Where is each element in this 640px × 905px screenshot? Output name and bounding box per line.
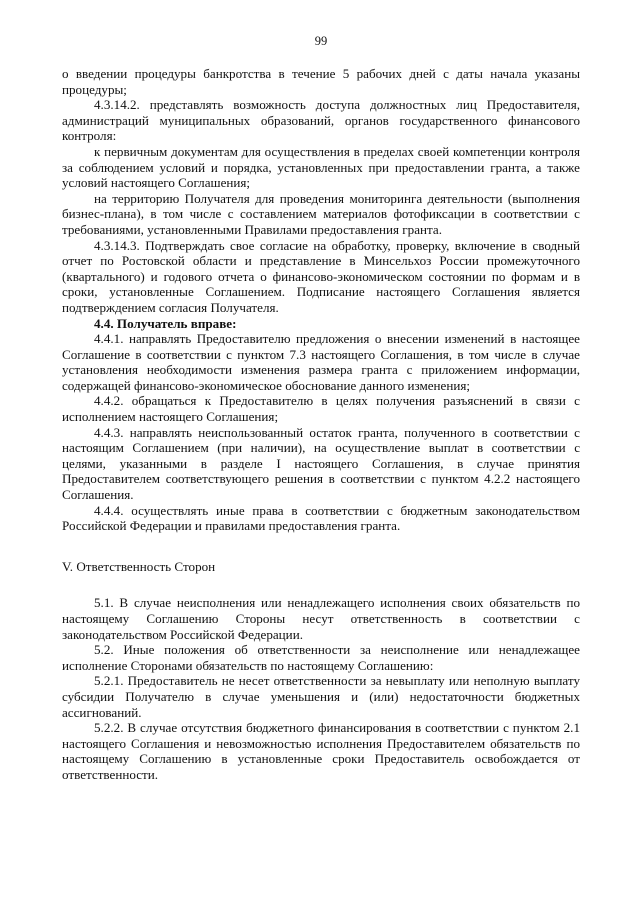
- page-number: 99: [314, 34, 328, 48]
- paragraph-11: 5.2. Иные положения об ответственности за неисполнение или ненадлежащее исполнение Сторонами обязательств по настоящему Соглашению:: [62, 642, 580, 673]
- paragraph-1: 4.3.14.2. представлять возможность доступа должностных лиц Предоставителя, администраций муниципальных образований, органов государственного финансового контроля:: [62, 97, 580, 144]
- paragraph-0: о введении процедуры банкротства в течение 5 рабочих дней с даты начала указаны процедуры;: [62, 66, 580, 97]
- paragraph-12: 5.2.1. Предоставитель не несет ответственности за невыплату или неполную выплату субсидии Получателю в случае уменьшения и (или) недостаточности бюджетных ассигнований.: [62, 673, 580, 720]
- paragraph-9: 4.4.4. осуществлять иные права в соответствии с бюджетным законодательством Российской Федерации и правилами предоставления гранта.: [62, 502, 580, 534]
- paragraph-13: 5.2.2. В случае отсутствия бюджетного финансирования в соответствии с пунктом 2.1 настоящего Соглашения и невозможностью исполнения Предоставителем обязательств по настоящему Соглашению в установленные сроки Предоставитель освобождается от ответственности.: [62, 720, 580, 782]
- paragraph-2: к первичным документам для осуществления в пределах своей компетенции контроля за соблюдением условий и порядка, установленных при предоставлении гранта, а также условий настоящего Соглашения;: [62, 143, 580, 191]
- paragraph-3: на территорию Получателя для проведения мониторинга деятельности (выполнения бизнес-плана), в том числе с составлением материалов фотофиксации в соответствии с требованиями, установленными Правилами предоставления гранта.: [62, 190, 580, 237]
- paragraph-7: 4.4.2. обращаться к Предоставителю в целях получения разъяснений в связи с исполнением настоящего Соглашения;: [62, 393, 580, 425]
- paragraph-10: 5.1. В случае неисполнения или ненадлежащего исполнения своих обязательств по настоящему Соглашению Стороны несут ответственность в соответствии с законодательством Российской Федерации.: [62, 595, 580, 642]
- paragraph-8: 4.4.3. направлять неиспользованный остаток гранта, полученного в соответствии с настоящим Соглашением (при наличии), на осуществление выплат в соответствии с целями, указанными в разделе I настоящего Соглашения, в случае принятия Предоставителем соответствующего решения в соответствии с пунктом 4.2.2 настоящего Соглашения.: [62, 424, 580, 503]
- paragraph-4: 4.3.14.3. Подтверждать свое согласие на обработку, проверку, включение в сводный отчет по Ростовской области и представление в Минсельхоз России промежуточного (квартального) и годового отчета о финансово-экономическом состоянии по формам и в сроки, установленные Соглашением. Подписание настоящего Соглашения является подтверждением согласия Получателя.: [62, 237, 580, 315]
- section-heading: V. Ответственность Сторон: [62, 558, 216, 574]
- subsection-heading: 4.4. Получатель вправе:: [94, 315, 237, 331]
- paragraph-6: 4.4.1. направлять Предоставителю предложения о внесении изменений в настоящее Соглашение в соответствии с пунктом 7.3 настоящего Соглашения, в том числе в случае установления необходимости изменения размера гранта с приложением информации, содержащей финансово-экономическое обоснование данного изменения;: [62, 331, 580, 393]
- document-body: [62, 66, 580, 783]
